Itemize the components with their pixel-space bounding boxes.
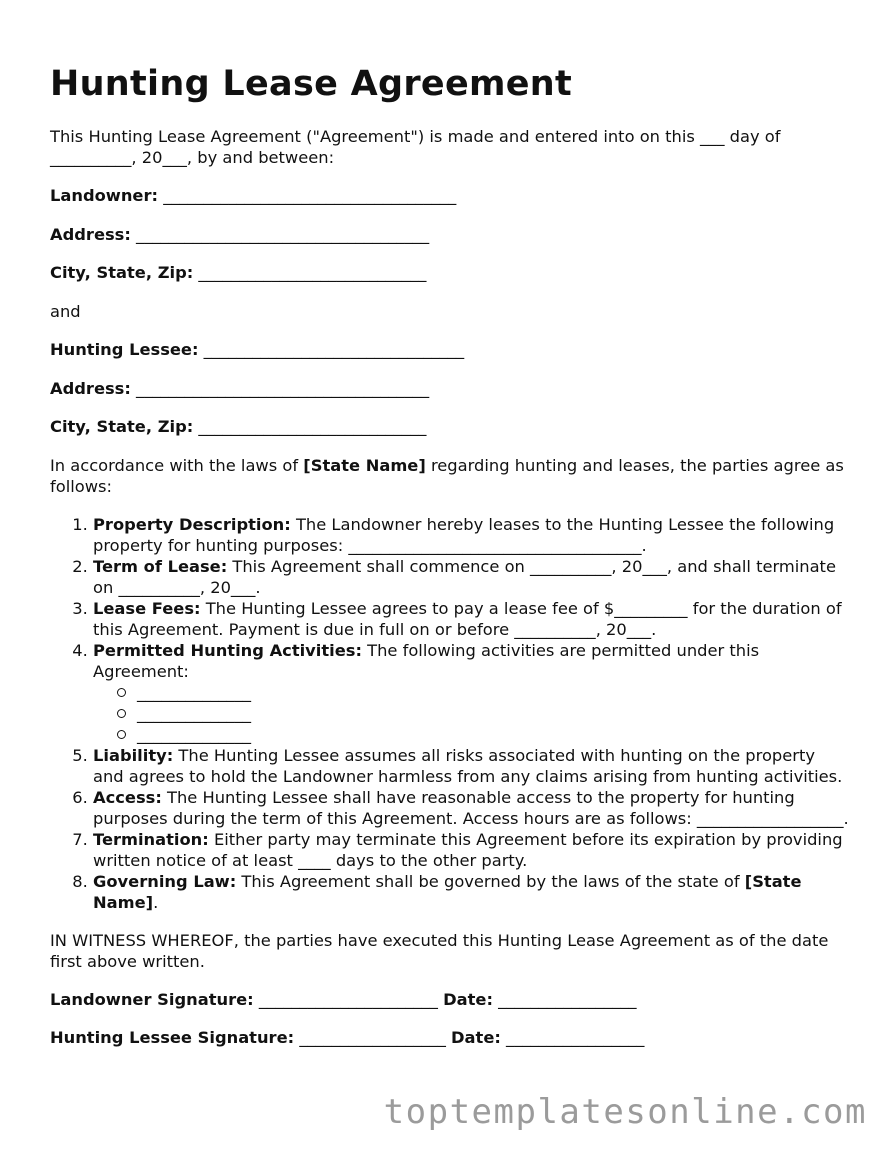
- lessee-address-field: [50, 378, 850, 399]
- term-item: [93, 514, 850, 556]
- term-heading: Access:: [93, 787, 162, 807]
- term-text: This Agreement shall be governed by the laws of the state of: [236, 871, 745, 891]
- landowner-city-blank: ____________________________: [193, 263, 427, 282]
- landowner-city-label: City, State, Zip:: [50, 263, 194, 282]
- lessee-date-blank: _________________: [500, 1028, 645, 1047]
- term-tail: .: [153, 892, 159, 912]
- lessee-address-blank: ____________________________________: [130, 378, 430, 398]
- lessee-signature-label: Hunting Lessee Signature:: [50, 1028, 295, 1047]
- term-item: [93, 745, 850, 787]
- lessee-signature-line: [50, 1027, 850, 1048]
- intro-paragraph: This Hunting Lease Agreement ("Agreement") is made and entered into on this ___ day of __________, 20___, by and between:: [50, 127, 781, 167]
- watermark-text: toptemplatesonline.com: [383, 1092, 867, 1132]
- landowner-city-field: [50, 262, 850, 283]
- term-heading: Liability:: [93, 745, 174, 765]
- term-text: Either party may terminate this Agreement before its expiration by providing written notice of at least ____ days to the other party.: [93, 829, 843, 870]
- term-text: The following activities are permitted under this Agreement:: [93, 640, 760, 681]
- landowner-address-blank: ____________________________________: [130, 224, 430, 244]
- lessee-name-field: [50, 339, 850, 360]
- and-text: and: [50, 301, 81, 321]
- landowner-signature-blank: ______________________: [253, 989, 444, 1009]
- accordance-paragraph: [50, 455, 850, 497]
- landowner-signature-label: Landowner Signature:: [50, 989, 254, 1009]
- term-item: [93, 556, 850, 598]
- term-state-name: [State Name]: [93, 871, 802, 912]
- term-text: This Agreement shall commence on __________, 20___, and shall terminate on __________, 20___.: [93, 556, 836, 597]
- terms-list: [50, 514, 850, 913]
- term-heading: Permitted Hunting Activities:: [93, 640, 362, 660]
- lessee-city-blank: ____________________________: [193, 417, 427, 436]
- landowner-address-label: Address:: [50, 224, 131, 244]
- lessee-address-label: Address:: [50, 378, 131, 398]
- term-heading: Lease Fees:: [93, 598, 201, 618]
- landowner-name-field: [50, 185, 850, 206]
- lessee-signature-blank: __________________: [294, 1028, 452, 1047]
- landowner-date-blank: _________________: [492, 989, 637, 1009]
- document-title: Hunting Lease Agreement: [50, 64, 573, 104]
- term-heading: Property Description:: [93, 514, 291, 534]
- lessee-name-label: Hunting Lessee:: [50, 340, 199, 359]
- term-item: [93, 598, 850, 640]
- landowner-signature-line: [50, 989, 850, 1010]
- accordance-state: [State Name]: [303, 455, 426, 475]
- term-heading: Term of Lease:: [93, 556, 228, 576]
- landowner-name-blank: ____________________________________: [158, 186, 457, 205]
- landowner-name-label: Landowner:: [50, 186, 159, 205]
- witness-paragraph: IN WITNESS WHEREOF, the parties have executed this Hunting Lease Agreement as of the date first above written.: [50, 930, 829, 971]
- term-item: [93, 871, 850, 913]
- term-heading: Governing Law:: [93, 871, 237, 891]
- term-item: [93, 829, 850, 871]
- activity-blank: ______________: [117, 724, 850, 745]
- activity-blank: ______________: [117, 703, 850, 724]
- term-text: The Hunting Lessee shall have reasonable access to the property for hunting purposes during the term of this Agreement. Access hours are as follows: __________________.: [93, 787, 849, 828]
- accordance-post: regarding hunting and leases, the parties agree as follows:: [50, 455, 844, 496]
- lessee-date-label: Date:: [451, 1028, 501, 1047]
- activities-sublist: [93, 682, 850, 745]
- term-text: The Hunting Lessee assumes all risks associated with hunting on the property and agrees to hold the Landowner harmless from any claims arising from hunting activities.: [93, 745, 843, 786]
- landowner-date-label: Date:: [443, 989, 493, 1009]
- term-item: [93, 787, 850, 829]
- term-item: [93, 640, 850, 745]
- term-heading: Termination:: [93, 829, 209, 849]
- lessee-city-field: [50, 416, 850, 437]
- term-text: The Hunting Lessee agrees to pay a lease fee of $_________ for the duration of this Agreement. Payment is due in full on or before __________, 20___.: [93, 598, 842, 639]
- activity-blank: ______________: [117, 682, 850, 703]
- accordance-pre: In accordance with the laws of: [50, 455, 304, 475]
- lessee-name-blank: ________________________________: [198, 340, 465, 359]
- document-page: [50, 62, 850, 1066]
- term-text: The Landowner hereby leases to the Hunting Lessee the following property for hunting purposes: ____________________________________.: [93, 514, 835, 555]
- lessee-city-label: City, State, Zip:: [50, 417, 194, 436]
- landowner-address-field: [50, 224, 850, 245]
